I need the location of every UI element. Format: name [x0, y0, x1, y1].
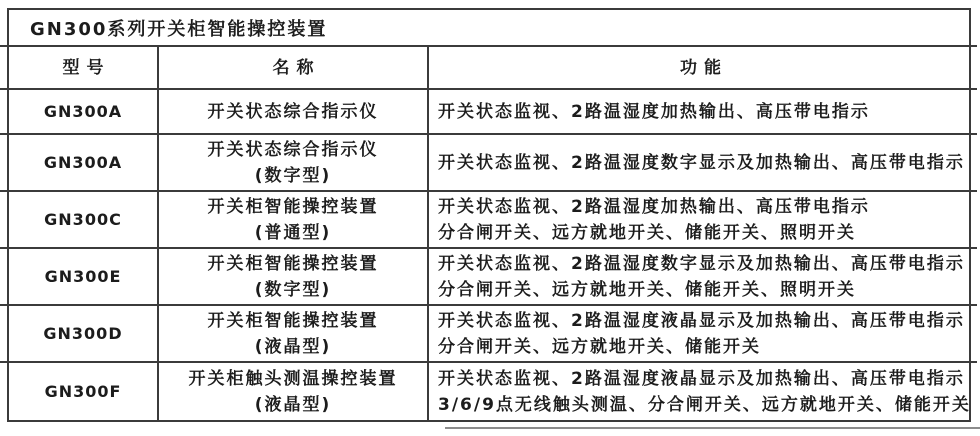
- function-cell: [429, 363, 977, 420]
- function-line-2: 3/6/9点无线触头测温、分合闸开关、远方就地开关、储能开关: [438, 394, 971, 415]
- name-cell: [159, 192, 429, 247]
- name-line-1: 开关状态综合指示仪: [207, 101, 379, 122]
- function-cell: [429, 135, 971, 190]
- name-line-1: 开关柜触头测温操控装置: [188, 368, 398, 389]
- name-cell: [159, 90, 429, 133]
- column-header-name: 名称: [159, 47, 429, 88]
- table-row: [9, 90, 969, 135]
- name-cell: [159, 135, 429, 190]
- function-line-2: 分合闸开关、远方就地开关、储能开关、照明开关: [438, 279, 856, 300]
- function-line-1: 开关状态监视、2路温湿度液晶显示及加热输出、高压带电指示: [438, 368, 965, 389]
- name-line-2: (数字型): [254, 279, 332, 300]
- model-cell: GN300C: [9, 192, 159, 247]
- model-cell: GN300E: [9, 249, 159, 304]
- table-row: [9, 192, 969, 249]
- function-cell: [429, 249, 971, 304]
- name-line-2: (数字型): [254, 165, 332, 186]
- column-header-model: 型号: [9, 47, 159, 88]
- function-line-1: 开关状态监视、2路温湿度数字显示及加热输出、高压带电指示: [438, 152, 965, 173]
- table-title: GN300系列开关柜智能操控装置: [30, 18, 328, 40]
- function-cell: [429, 90, 969, 133]
- column-header-function: 功能: [680, 57, 728, 78]
- model-cell: GN300A: [9, 90, 159, 133]
- name-line-2: (液晶型): [254, 394, 332, 415]
- table-title-row: [9, 10, 969, 47]
- model-cell: GN300F: [9, 363, 159, 420]
- model-cell: GN300A: [9, 135, 159, 190]
- name-line-1: 开关柜智能操控装置: [207, 196, 379, 217]
- name-cell: [159, 306, 429, 361]
- name-line-1: 开关状态综合指示仪: [207, 139, 379, 160]
- table-row: [9, 249, 969, 306]
- scan-artifact-line: [445, 427, 980, 429]
- function-line-1: 开关状态监视、2路温湿度液晶显示及加热输出、高压带电指示: [438, 310, 965, 331]
- spec-table: [7, 8, 971, 422]
- name-cell: [159, 363, 429, 420]
- function-line-2: 分合闸开关、远方就地开关、储能开关: [438, 336, 761, 357]
- function-line-1: 开关状态监视、2路温湿度数字显示及加热输出、高压带电指示: [438, 253, 965, 274]
- table-row: [9, 306, 969, 363]
- table-header-row: [9, 47, 969, 90]
- function-line-2: 分合闸开关、远方就地开关、储能开关、照明开关: [438, 222, 856, 243]
- name-line-2: (普通型): [254, 222, 332, 243]
- model-cell: GN300D: [9, 306, 159, 361]
- function-line-1: 开关状态监视、2路温湿度加热输出、高压带电指示: [438, 196, 870, 217]
- name-cell: [159, 249, 429, 304]
- name-line-1: 开关柜智能操控装置: [207, 310, 379, 331]
- function-line-1: 开关状态监视、2路温湿度加热输出、高压带电指示: [438, 101, 870, 122]
- name-line-1: 开关柜智能操控装置: [207, 253, 379, 274]
- name-line-2: (液晶型): [254, 336, 332, 357]
- table-row: [9, 363, 969, 420]
- table-row: [9, 135, 969, 192]
- function-cell: [429, 306, 971, 361]
- function-cell: [429, 192, 969, 247]
